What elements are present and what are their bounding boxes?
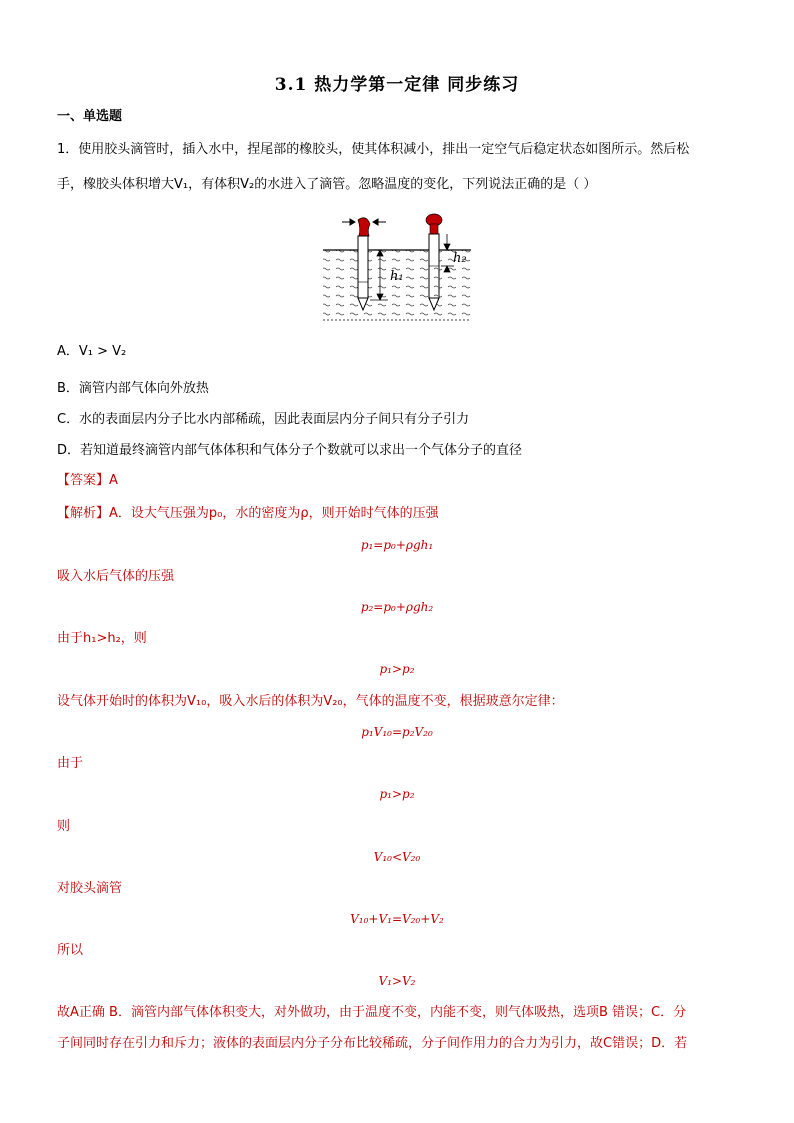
water-body [323,250,471,320]
section-heading: 一、单选题 [57,109,123,124]
equation-v1-gt-v2: V₁>V₂ [378,974,416,988]
analysis-text-6: 则 [57,819,71,834]
page-title: 3.1 热力学第一定律 同步练习 [274,75,520,95]
option-b: B．滴管内部气体向外放热 [57,381,209,396]
equation-p2: p₂=p₀+ρgh₂ [360,600,434,614]
option-d: D．若知道最终滴管内部气体体积和气体分子个数就可以求出一个气体分子的直径 [57,443,523,458]
option-c: C．水的表面层内分子比水内部稀疏，因此表面层内分子间只有分子引力 [57,412,470,427]
equation-boyle: p₁V₁₀=p₂V₂₀ [361,725,433,739]
question-text-line-1: 1．使用胶头滴管时，插入水中，捏尾部的橡胶头，使其体积减小，排出一定空气后稳定状态如图所示。然后松 [57,142,690,157]
analysis-text-4: 设气体开始时的体积为V₁₀，吸入水后的体积为V₂₀，气体的温度不变，根据玻意尔定律： [57,694,564,709]
analysis-text-8: 所以 [57,943,84,958]
analysis-intro: 【解析】A．设大气压强为p₀，水的密度为ρ，则开始时气体的压强 [57,506,439,521]
h1-label: h₁ [390,269,404,284]
equation-volume-sum: V₁₀+V₁=V₂₀+V₂ [350,912,444,926]
h2-label: h₂ [453,251,467,266]
answer-line: 【答案】A [57,473,118,488]
analysis-text-9: 故A正确 B．滴管内部气体体积变大，对外做功，由于温度不变，内能不变，则气体吸热，选项B 错误；C．分 [57,1005,687,1020]
analysis-text-2: 吸入水后气体的压强 [57,569,175,584]
dropper-squeezed [358,218,370,310]
equation-v10-lt-v20: V₁₀<V₂₀ [373,850,421,864]
dropper-figure [320,210,480,322]
analysis-text-7: 对胶头滴管 [57,881,123,896]
equation-p1-gt-p2: p₁>p₂ [379,662,415,676]
question-text-line-2: 手，橡胶头体积增大V₁，有体积V₂的水进入了滴管。忽略温度的变化，下列说法正确的是（ ） [57,177,597,192]
equation-p1: p₁=p₀+ρgh₁ [360,538,434,552]
option-a: A．V₁ > V₂ [57,344,127,359]
analysis-text-3: 由于h₁>h₂，则 [57,631,147,646]
analysis-text-10: 子间同时存在引力和斥力；液体的表面层内分子分布比较稀疏，分子间作用力的合力为引力，故C错误；D．若 [57,1036,688,1051]
analysis-text-5: 由于 [57,756,84,771]
equation-p1-gt-p2-repeat: p₁>p₂ [379,787,415,801]
